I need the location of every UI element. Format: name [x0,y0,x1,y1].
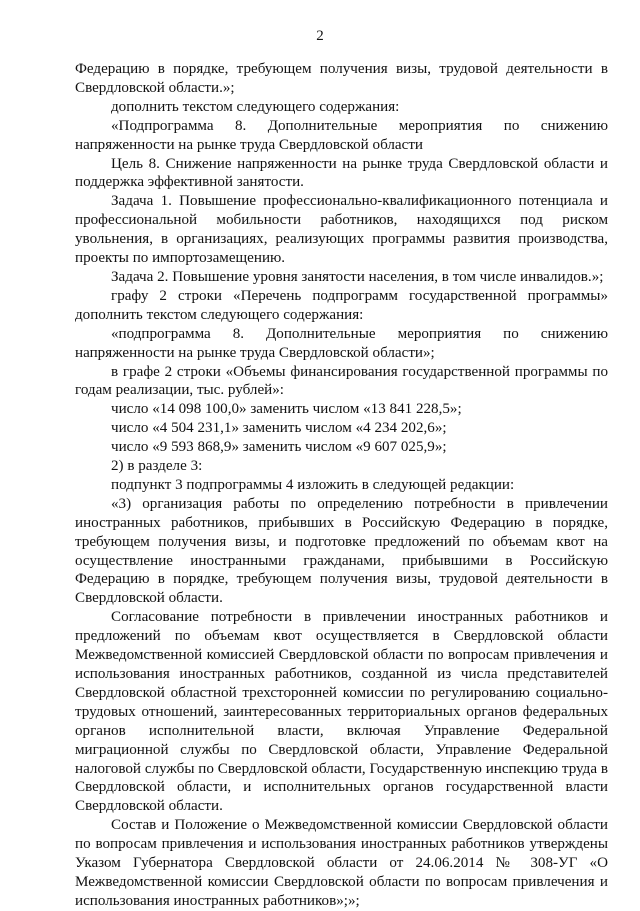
paragraph-subitem-3-instruction: подпункт 3 подпрограммы 4 изложить в следующей редакции: [111,476,515,493]
paragraph-task-1: Задача 1. Повышение профессионально-квалификационного потенциала и профессиональной мобильности работников, находящихся под риском увольнения, в организациях, реализующих программы развития производства, проекты по импортозамещению. [75,193,608,267]
page-number: 2 [316,28,324,44]
paragraph-section-3: 2) в разделе 3: [111,458,203,475]
paragraph-subprogram-8-entry: «подпрограмма 8. Дополнительные мероприятия по снижению напряженности на рынке труда Свердловской области»; [75,325,608,361]
paragraph-column-2-instruction: графу 2 строки «Перечень подпрограмм государственной программы» дополнить текстом следующего содержания: [75,287,608,323]
document-body [75,60,608,911]
paragraph-subprogram-8-title: «Подпрограмма 8. Дополнительные мероприятия по снижению напряженности на рынке труда Свердловской области [75,117,608,153]
paragraph-replace-number-3: число «9 593 868,9» заменить числом «9 607 025,9»; [111,439,447,456]
paragraph-financing-instruction: в графе 2 строки «Объемы финансирования государственной программы по годам реализации, тыс. рублей»: [75,363,608,399]
paragraph-continuation: Федерацию в порядке, требующем получения визы, трудовой деятельности в Свердловской области.»; [75,61,608,96]
paragraph-amendment-instruction: дополнить текстом следующего содержания: [111,98,400,115]
paragraph-replace-number-1: число «14 098 100,0» заменить числом «13 841 228,5»; [111,401,462,418]
paragraph-goal-8: Цель 8. Снижение напряженности на рынке труда Свердловской области и поддержка эффективной занятости. [75,155,608,191]
paragraph-item-3-text: «3) организация работы по определению потребности в привлечении иностранных работников, прибывших в Российскую Федерацию в порядке, требующем получения визы, и подготовке предложений по объемам квот на осуществление иностранными гражданами, прибывшими в Российскую Федерацию в порядке, требующем получения визы, трудовой деятельности в Свердловской области. [75,495,608,607]
paragraph-task-2: Задача 2. Повышение уровня занятости населения, в том числе инвалидов.»; [111,268,604,285]
paragraph-commission-composition: Состав и Положение о Межведомственной комиссии Свердловской области по вопросам привлечения и использования иностранных работников утверждены Указом Губернатора Свердловской области от 24.06.2014 № 308-УГ «О Межведомственной комиссии Свердловской области по вопросам привлечения и использования иностранных работников»;»; [75,817,608,909]
paragraph-replace-number-2: число «4 504 231,1» заменить числом «4 234 202,6»; [111,420,447,437]
paragraph-coordination: Согласование потребности в привлечении иностранных работников и предложений по объемам квот осуществляется в Свердловской области Межведомственной комиссией Свердловской области по вопросам привлечения и использования иностранных работников, созданной из числа представителей Свердловской областной трехсторонней комиссии по регулированию социально-трудовых отношений, заинтересованных территориальных органов федеральных органов исполнительной власти, включая Управление Федеральной миграционной службы по Свердловской области, Управление Федеральной налоговой службы по Свердловской области, Государственную инспекцию труда в Свердловской области, и исполнительных органов государственной власти Свердловской области. [75,609,608,815]
